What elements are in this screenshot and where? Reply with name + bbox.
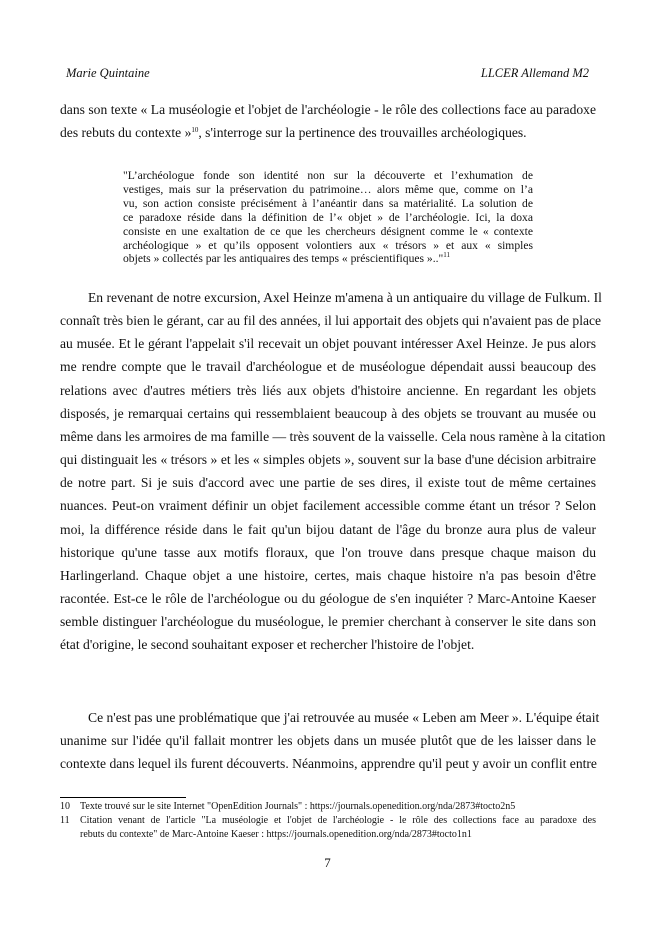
paragraph-2-line: même dans les armoires de ma famille — très souvent de la vaisselle. Cela nous ramène à la citation (60, 428, 606, 444)
paragraph-2-line: qui distinguait les « trésors » et les « simples objets », souvent sur la base d'une décision arbitraire (60, 452, 596, 468)
block-quote-line: consiste en une exaltation de ce que les chercheurs désignent comme le « contexte (123, 224, 533, 238)
paragraph-2-line: de notre part. Si je suis d'accord avec une partie de ses dires, il existe tout de même certaines (60, 475, 596, 491)
footnote-text: rebuts du contexte" de Marc-Antoine Kaeser : https://journals.openedition.org/nda/2873#tocto1n1 (80, 828, 472, 840)
paragraph-2-line: En revenant de notre excursion, Axel Heinze m'amena à un antiquaire du village de Fulkum. Il (88, 290, 602, 305)
footnote-number: 11 (60, 815, 70, 826)
paragraph-2-line: connaît très bien le gérant, car au fil des années, il lui apportait des objets qui n'avaient pas de place (60, 313, 602, 329)
footnote-number: 10 (60, 801, 70, 812)
paragraph-2-line: racontée. Est-ce le rôle de l'archéologue ou du géologue de s'en inquiéter ? Marc-Antoine Kaeser (60, 590, 596, 606)
paragraph-2-line: relations avec d'autres métiers très liés aux objets d'histoire ancienne. En regardant les objets (60, 382, 596, 398)
paragraph-2-line: disposés, je remarquai certains qui ressemblaient beaucoup à des objets se trouvant au musée ou (60, 405, 596, 421)
paragraph-2-line: état d'origine, le second souhaitant exposer et rechercher l'histoire de l'objet. (60, 637, 475, 653)
footnote-reference[interactable]: 11 (443, 251, 450, 260)
block-quote-line: archéologique » et qu’ils opposent volontiers aux « trésors » et aux « simples (123, 238, 533, 252)
block-quote-line: ce paradoxe réside dans la définition de l’« objet » de l’archéologie. Ici, la doxa (123, 210, 533, 224)
paragraph-2-line: Harlingerland. Chaque objet a une histoire, certes, mais chaque histoire n'a pas besoin d'être (60, 567, 596, 583)
footnote-text: Citation venant de l'article "La muséologie et l'objet de l'archéologie - le rôle des collections face au paradoxe des (80, 815, 596, 826)
paragraph-2-line: me rendre compte que le travail d'archéologue et de muséologue dépendait aussi beaucoup des (60, 359, 596, 375)
block-quote-line: "L’archéologue fonde son identité non sur la découverte et l’exhumation de (123, 169, 533, 182)
footnote-reference[interactable]: 10 (191, 126, 199, 135)
block-quote-line: vu, son action consiste précisément à l’anéantir dans sa matérialité. La solution de (123, 196, 533, 210)
footnote-text: Texte trouvé sur le site Internet "OpenEdition Journals" : https://journals.openedition.org/nda/2873#tocto2n5 (80, 801, 516, 812)
header-course: LLCER Allemand M2 (480, 66, 589, 80)
block-quote-line: objets » collectés par les antiquaires des temps « préscientifiques ».."$^{11}$ (123, 251, 450, 266)
header-author: Marie Quintaine (66, 66, 150, 80)
paragraph-3-line: unanime sur l'idée qu'il fallait montrer les objets dans un musée plutôt que de les laisser dans le (60, 733, 596, 749)
paragraph-3-line: contexte dans lequel ils furent découverts. Néanmoins, apprendre qu'il peut y avoir un conflit entre (60, 756, 597, 772)
footnote-separator (60, 797, 186, 798)
paragraph-2-line: au musée. Et le gérant l'appelait s'il recevait un objet pouvant intéresser Axel Heinze. Je pus alors (60, 336, 596, 352)
block-quote-line: vestiges, mais sur la préservation du patrimoine… alors même que, comme on l’a (123, 182, 533, 196)
paragraph-2-line: moi, la différence réside dans le fait qu'un bijou datant de l'âge du bronze aura plus de valeur (60, 521, 596, 537)
page-number: 7 (324, 855, 331, 870)
paragraph-2-line: nuances. Peut-on vraiment définir un objet facilement accessible comme étant un trésor ? Selon (60, 498, 596, 514)
paragraph-1-line: des rebuts du contexte »$^{10}$, s'interroge sur la pertinence des trouvailles archéologiques. (60, 125, 527, 141)
paragraph-2-line: historique qu'une tasse aux motifs floraux, que l'on trouve dans presque chaque maison du (60, 544, 596, 560)
paragraph-1-line: dans son texte « La muséologie et l'objet de l'archéologie - le rôle des collections face au paradoxe (60, 102, 596, 117)
paragraph-3-line: Ce n'est pas une problématique que j'ai retrouvée au musée « Leben am Meer ». L'équipe était (88, 710, 600, 725)
paragraph-2-line: semble distinguer l'archéologue du muséologue, le premier cherchant à conserver le site dans son (60, 614, 596, 630)
